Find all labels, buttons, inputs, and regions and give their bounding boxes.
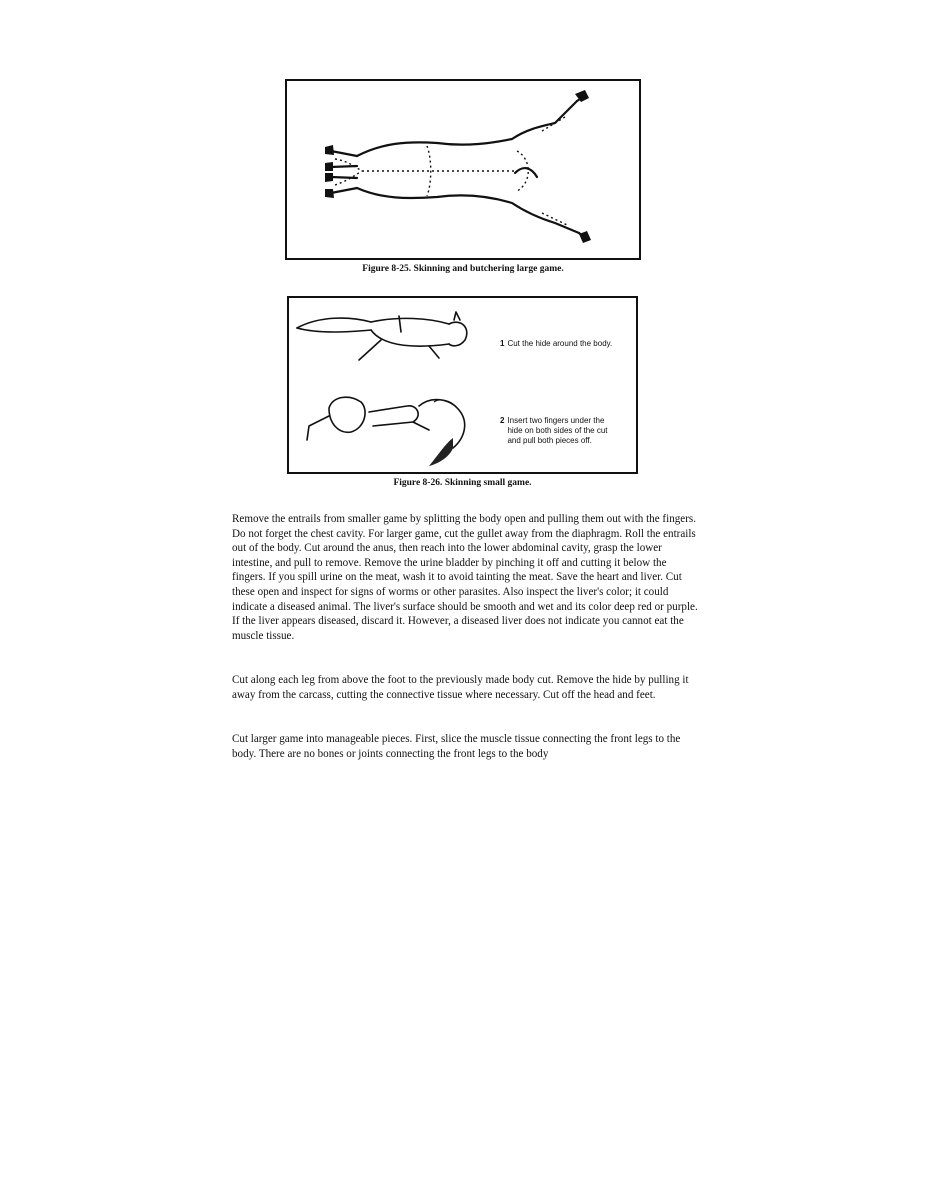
large-game-carcass-illustration <box>287 81 639 258</box>
paragraph-entrails <box>232 512 700 643</box>
paragraph-text: Remove the entrails from smaller game by splitting the body open and pulling them out with the fingers. Do not forget the chest cavity. For larger game, cut the gullet away from the diaphragm. Roll the entrails out of the body. Cut around the anus, then reach into the lower abdominal cavity, grasp the lower intestine, and pull to remove. Remove the urine bladder by pinching it off and cutting it below the fingers. If you spill urine on the meat, wash it to avoid tainting the meat. Save the heart and liver. Cut these open and inspect for signs of worms or other parasites. Also inspect the liver's color; it could indicate a diseased animal. The liver's surface should be smooth and wet and its color deep red or purple. If the liver appears diseased, discard it. However, a diseased liver does not indicate you cannot eat the muscle tissue. <box>232 513 698 642</box>
step-number: 1 <box>500 339 505 348</box>
step-number: 2 <box>500 416 505 425</box>
step-text: Cut the hide around the body. <box>507 339 613 348</box>
step-text: Insert two fingers under the hide on both sides of the cut and pull both pieces off. <box>507 416 608 445</box>
figure-small-game <box>287 296 638 474</box>
paragraph-butchering <box>232 732 700 761</box>
step-1 <box>500 339 612 349</box>
figure-caption: Figure 8-26. Skinning small game. <box>393 478 532 488</box>
figure-caption: Figure 8-25. Skinning and butchering large game. <box>362 264 564 274</box>
step-2 <box>500 416 625 446</box>
paragraph-text: Cut along each leg from above the foot to the previously made body cut. Remove the hide by pulling it away from the carcass, cutting the connective tissue where necessary. Cut off the head and feet. <box>232 674 689 701</box>
paragraph-text: Cut larger game into manageable pieces. First, slice the muscle tissue connecting the front legs to the body. There are no bones or joints connecting the front legs to the body <box>232 733 681 760</box>
paragraph-legs <box>232 673 700 702</box>
figure-large-game <box>285 79 641 260</box>
